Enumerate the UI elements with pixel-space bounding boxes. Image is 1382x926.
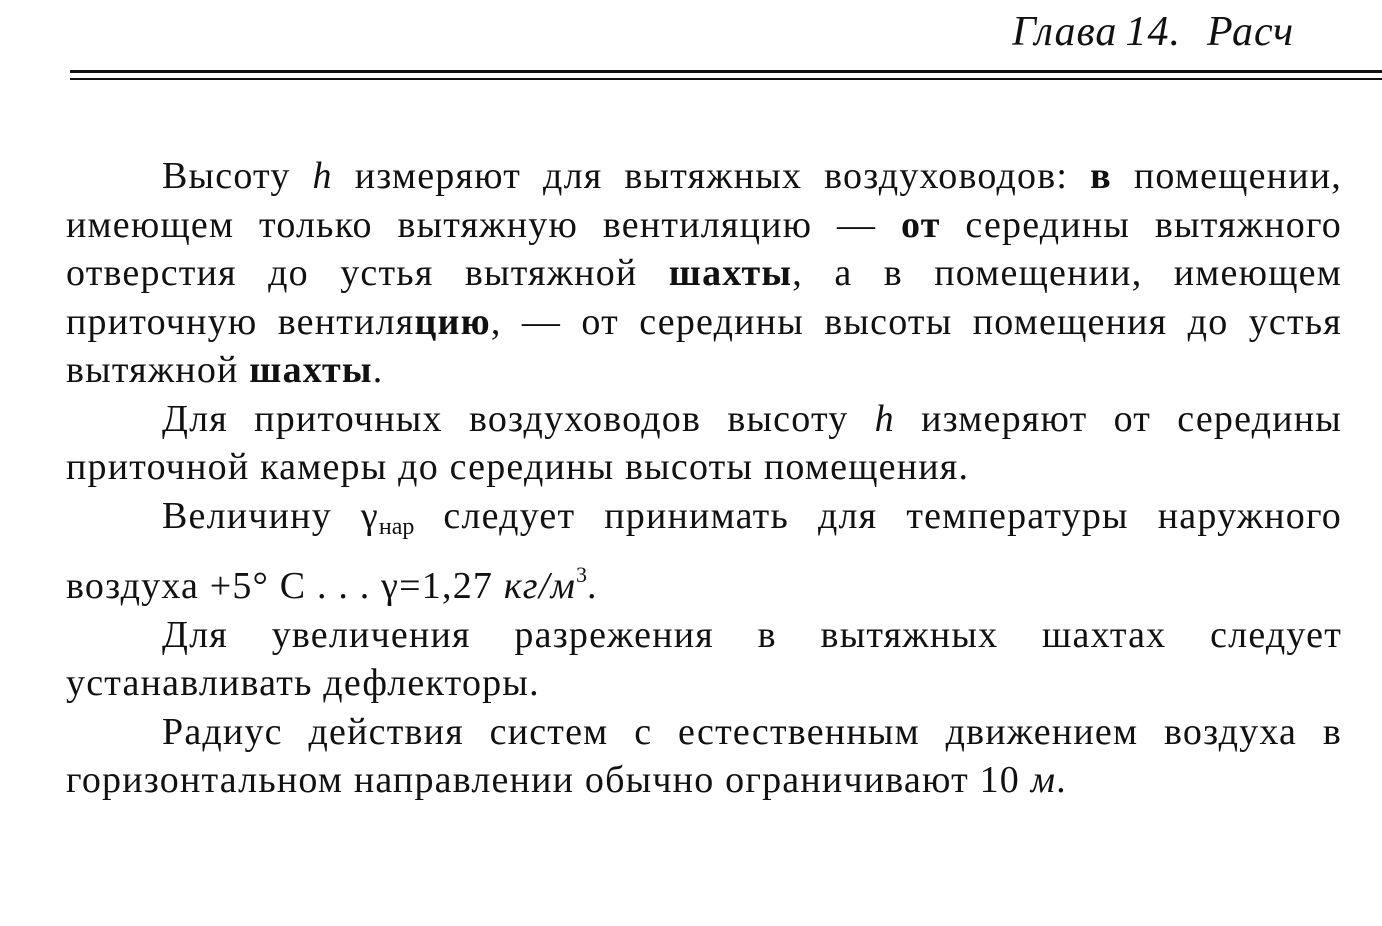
paragraph-gamma-value [66, 492, 1342, 611]
text-run: Величину [162, 494, 361, 537]
text-run: середины вытяжного отверстия до устья вытяжной [66, 203, 1343, 294]
text-run: Высоту [162, 155, 313, 197]
chapter-label: Глава [1012, 9, 1118, 55]
text-run: следует принимать для температуры наружного воздуха +5° С . . . γ=1,27 [66, 494, 1342, 607]
unit-m: м [1030, 759, 1057, 801]
text-run: . [372, 349, 384, 391]
paragraph-deflectors: Для увеличения разрежения в вытяжных шахтах следует устанавливать дефлекторы. [66, 613, 1342, 704]
bold-run: шахты [249, 349, 373, 391]
running-header [1012, 2, 1382, 62]
text-run: помещении, имеющем только вытяжную вентиляцию — [66, 155, 1342, 246]
paragraph-height-exhaust [66, 152, 1342, 395]
bold-run: шахты [668, 252, 793, 294]
paragraph-height-supply [66, 395, 1342, 492]
text-run: Для приточных воздуховодов высоту [162, 397, 875, 440]
text-run: . [587, 565, 598, 607]
symbol-h: h [874, 397, 895, 440]
text-run: измеряют от середины приточной камеры до середины высоты помещения. [66, 397, 1342, 488]
symbol-gamma: γ [360, 494, 379, 537]
bold-run: цию [414, 300, 491, 343]
header-rule-bottom [70, 78, 1382, 80]
text-run: , — от середины высоты помещения до устья вытяжной [66, 300, 1342, 391]
paragraph-radius [66, 708, 1342, 805]
bold-run: от [901, 203, 941, 246]
header-rule-top [70, 70, 1382, 73]
chapter-number: 14. [1125, 9, 1181, 55]
unit-kg-m3: кг/м [503, 565, 577, 607]
unit-superscript: 3 [576, 562, 588, 587]
text-run: . [1056, 759, 1067, 801]
text-run: Радиус действия систем с естественным движением воздуха в горизонтальном направлении обычно ограничивают 10 [66, 710, 1342, 801]
text-run: , а в помещении, имеющем приточную вентиля [66, 252, 1342, 343]
body-text [66, 152, 1342, 805]
bold-run: в [1090, 155, 1112, 197]
text-run: измеряют для вытяжных воздуховодов: [332, 155, 1091, 197]
gamma-subscript: нар [378, 513, 415, 540]
chapter-title-fragment: Расч [1206, 9, 1295, 55]
symbol-h: h [312, 155, 333, 197]
